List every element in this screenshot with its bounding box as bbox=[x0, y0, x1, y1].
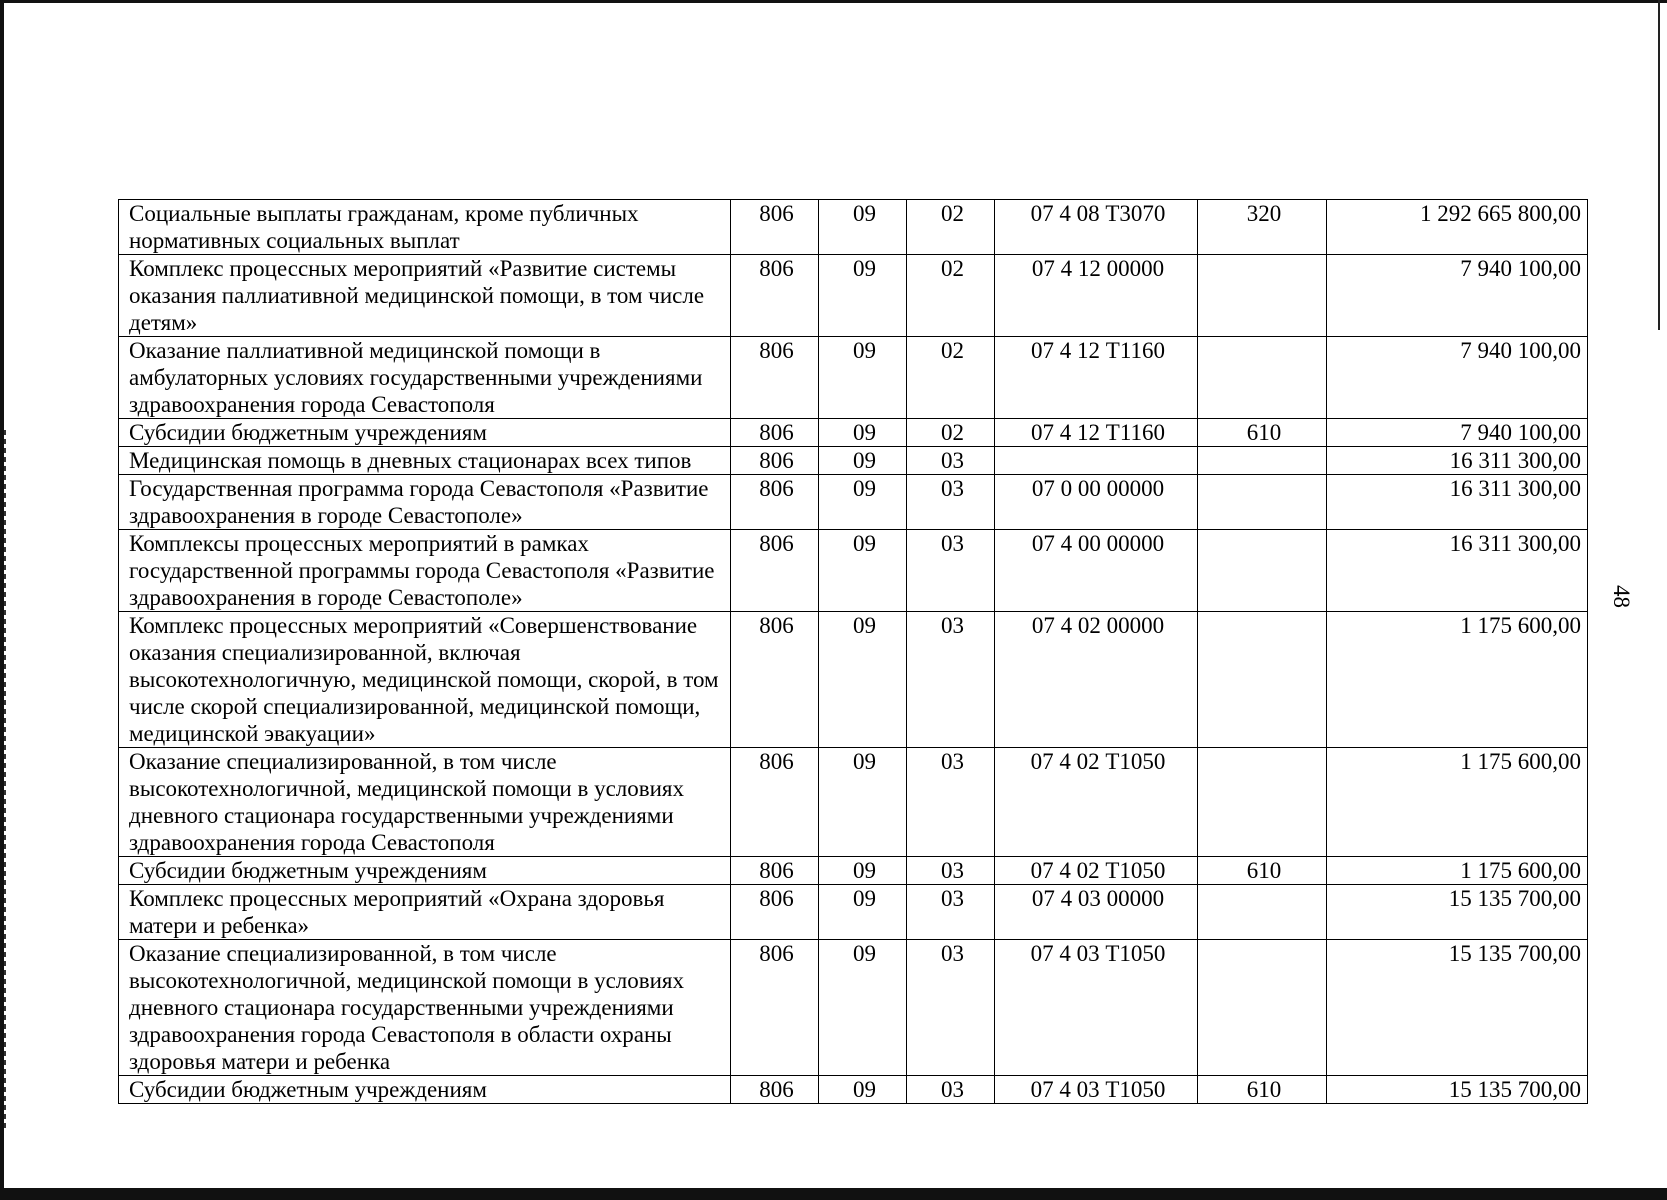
row-sum-cell: 16 311 300,00 bbox=[1327, 530, 1588, 612]
row-sum-cell: 1 175 600,00 bbox=[1327, 612, 1588, 748]
row-ved-cell: 806 bbox=[731, 940, 819, 1076]
row-ved-cell: 806 bbox=[731, 475, 819, 530]
row-ved-cell: 806 bbox=[731, 885, 819, 940]
row-ved-cell: 806 bbox=[731, 419, 819, 447]
row-rz-cell: 09 bbox=[819, 255, 907, 337]
row-ved-cell: 806 bbox=[731, 337, 819, 419]
page-number: 48 bbox=[1609, 585, 1634, 608]
table-row bbox=[119, 1076, 1588, 1104]
table-row bbox=[119, 940, 1588, 1076]
row-name-cell: Комплекс процессных мероприятий «Развитие системы оказания паллиативной медицинской помощи, в том числе детям» bbox=[119, 255, 731, 337]
row-rz-cell: 09 bbox=[819, 940, 907, 1076]
table-row bbox=[119, 337, 1588, 419]
table-row bbox=[119, 255, 1588, 337]
table-row bbox=[119, 857, 1588, 885]
row-sum-cell: 15 135 700,00 bbox=[1327, 1076, 1588, 1104]
row-name-cell: Оказание паллиативной медицинской помощи в амбулаторных условиях государственными учреждениями здравоохранения города Севастополя bbox=[119, 337, 731, 419]
row-rz-cell: 09 bbox=[819, 612, 907, 748]
table-row bbox=[119, 612, 1588, 748]
table-row bbox=[119, 447, 1588, 475]
row-rz-cell: 09 bbox=[819, 748, 907, 857]
row-vr-cell bbox=[1198, 447, 1327, 475]
row-ved-cell: 806 bbox=[731, 1076, 819, 1104]
row-name-cell: Комплекс процессных мероприятий «Совершенствование оказания специализированной, включая высокотехнологичную, медицинской помощи, скорой, в том числе скорой специализированной, медицинской помощи, медицинской эвакуации» bbox=[119, 612, 731, 748]
row-name-cell: Субсидии бюджетным учреждениям bbox=[119, 857, 731, 885]
row-ved-cell: 806 bbox=[731, 447, 819, 475]
row-vr-cell bbox=[1198, 940, 1327, 1076]
row-pr-cell: 03 bbox=[907, 940, 995, 1076]
row-vr-cell bbox=[1198, 612, 1327, 748]
row-vr-cell bbox=[1198, 885, 1327, 940]
row-pr-cell: 02 bbox=[907, 200, 995, 255]
row-pr-cell: 03 bbox=[907, 612, 995, 748]
scan-border-top bbox=[0, 0, 1667, 3]
row-pr-cell: 03 bbox=[907, 447, 995, 475]
row-sum-cell: 7 940 100,00 bbox=[1327, 337, 1588, 419]
row-sum-cell: 7 940 100,00 bbox=[1327, 419, 1588, 447]
row-pr-cell: 03 bbox=[907, 530, 995, 612]
row-rz-cell: 09 bbox=[819, 857, 907, 885]
row-name-cell: Медицинская помощь в дневных стационарах всех типов bbox=[119, 447, 731, 475]
row-sum-cell: 1 175 600,00 bbox=[1327, 748, 1588, 857]
row-vr-cell bbox=[1198, 475, 1327, 530]
budget-table bbox=[118, 199, 1588, 1104]
row-csr-cell: 07 4 03 Т1050 bbox=[995, 1076, 1198, 1104]
scan-border-left-dashed bbox=[4, 430, 6, 1130]
row-rz-cell: 09 bbox=[819, 885, 907, 940]
row-vr-cell: 610 bbox=[1198, 1076, 1327, 1104]
row-csr-cell: 07 4 08 Т3070 bbox=[995, 200, 1198, 255]
row-sum-cell: 1 292 665 800,00 bbox=[1327, 200, 1588, 255]
row-pr-cell: 03 bbox=[907, 748, 995, 857]
row-vr-cell: 610 bbox=[1198, 857, 1327, 885]
row-rz-cell: 09 bbox=[819, 200, 907, 255]
row-name-cell: Государственная программа города Севастополя «Развитие здравоохранения в городе Севастополе» bbox=[119, 475, 731, 530]
row-pr-cell: 03 bbox=[907, 885, 995, 940]
row-vr-cell: 320 bbox=[1198, 200, 1327, 255]
row-ved-cell: 806 bbox=[731, 255, 819, 337]
row-vr-cell bbox=[1198, 748, 1327, 857]
row-ved-cell: 806 bbox=[731, 612, 819, 748]
row-csr-cell: 07 4 12 Т1160 bbox=[995, 337, 1198, 419]
row-vr-cell bbox=[1198, 255, 1327, 337]
row-csr-cell: 07 4 03 Т1050 bbox=[995, 940, 1198, 1076]
row-csr-cell: 07 0 00 00000 bbox=[995, 475, 1198, 530]
row-rz-cell: 09 bbox=[819, 475, 907, 530]
row-sum-cell: 16 311 300,00 bbox=[1327, 447, 1588, 475]
row-sum-cell: 16 311 300,00 bbox=[1327, 475, 1588, 530]
budget-table-body bbox=[119, 200, 1588, 1104]
row-pr-cell: 02 bbox=[907, 255, 995, 337]
row-csr-cell bbox=[995, 447, 1198, 475]
table-row bbox=[119, 885, 1588, 940]
row-sum-cell: 15 135 700,00 bbox=[1327, 940, 1588, 1076]
row-name-cell: Оказание специализированной, в том числе высокотехнологичной, медицинской помощи в условиях дневного стационара государственными учреждениями здравоохранения города Севастополя bbox=[119, 748, 731, 857]
row-rz-cell: 09 bbox=[819, 337, 907, 419]
row-name-cell: Социальные выплаты гражданам, кроме публичных нормативных социальных выплат bbox=[119, 200, 731, 255]
row-vr-cell bbox=[1198, 337, 1327, 419]
row-csr-cell: 07 4 02 Т1050 bbox=[995, 748, 1198, 857]
row-pr-cell: 02 bbox=[907, 337, 995, 419]
table-row bbox=[119, 530, 1588, 612]
row-name-cell: Комплексы процессных мероприятий в рамках государственной программы города Севастополя «Развитие здравоохранения в городе Севастополе» bbox=[119, 530, 731, 612]
row-sum-cell: 1 175 600,00 bbox=[1327, 857, 1588, 885]
row-name-cell: Субсидии бюджетным учреждениям bbox=[119, 419, 731, 447]
row-pr-cell: 03 bbox=[907, 857, 995, 885]
row-pr-cell: 03 bbox=[907, 475, 995, 530]
row-csr-cell: 07 4 12 00000 bbox=[995, 255, 1198, 337]
row-rz-cell: 09 bbox=[819, 1076, 907, 1104]
row-vr-cell bbox=[1198, 530, 1327, 612]
row-name-cell: Комплекс процессных мероприятий «Охрана здоровья матери и ребенка» bbox=[119, 885, 731, 940]
table-row bbox=[119, 200, 1588, 255]
row-sum-cell: 7 940 100,00 bbox=[1327, 255, 1588, 337]
scan-border-right bbox=[1658, 0, 1660, 330]
row-csr-cell: 07 4 03 00000 bbox=[995, 885, 1198, 940]
row-name-cell: Оказание специализированной, в том числе высокотехнологичной, медицинской помощи в условиях дневного стационара государственными учреждениями здравоохранения города Севастополя в области охраны здоровья матери и ребенка bbox=[119, 940, 731, 1076]
row-rz-cell: 09 bbox=[819, 530, 907, 612]
row-ved-cell: 806 bbox=[731, 200, 819, 255]
row-csr-cell: 07 4 02 Т1050 bbox=[995, 857, 1198, 885]
row-csr-cell: 07 4 00 00000 bbox=[995, 530, 1198, 612]
row-vr-cell: 610 bbox=[1198, 419, 1327, 447]
row-name-cell: Субсидии бюджетным учреждениям bbox=[119, 1076, 731, 1104]
row-ved-cell: 806 bbox=[731, 530, 819, 612]
row-pr-cell: 03 bbox=[907, 1076, 995, 1104]
row-csr-cell: 07 4 02 00000 bbox=[995, 612, 1198, 748]
row-sum-cell: 15 135 700,00 bbox=[1327, 885, 1588, 940]
row-rz-cell: 09 bbox=[819, 447, 907, 475]
row-rz-cell: 09 bbox=[819, 419, 907, 447]
table-row bbox=[119, 748, 1588, 857]
table-row bbox=[119, 475, 1588, 530]
table-row bbox=[119, 419, 1588, 447]
row-pr-cell: 02 bbox=[907, 419, 995, 447]
row-csr-cell: 07 4 12 Т1160 bbox=[995, 419, 1198, 447]
scan-border-bottom bbox=[0, 1188, 1667, 1200]
row-ved-cell: 806 bbox=[731, 857, 819, 885]
row-ved-cell: 806 bbox=[731, 748, 819, 857]
